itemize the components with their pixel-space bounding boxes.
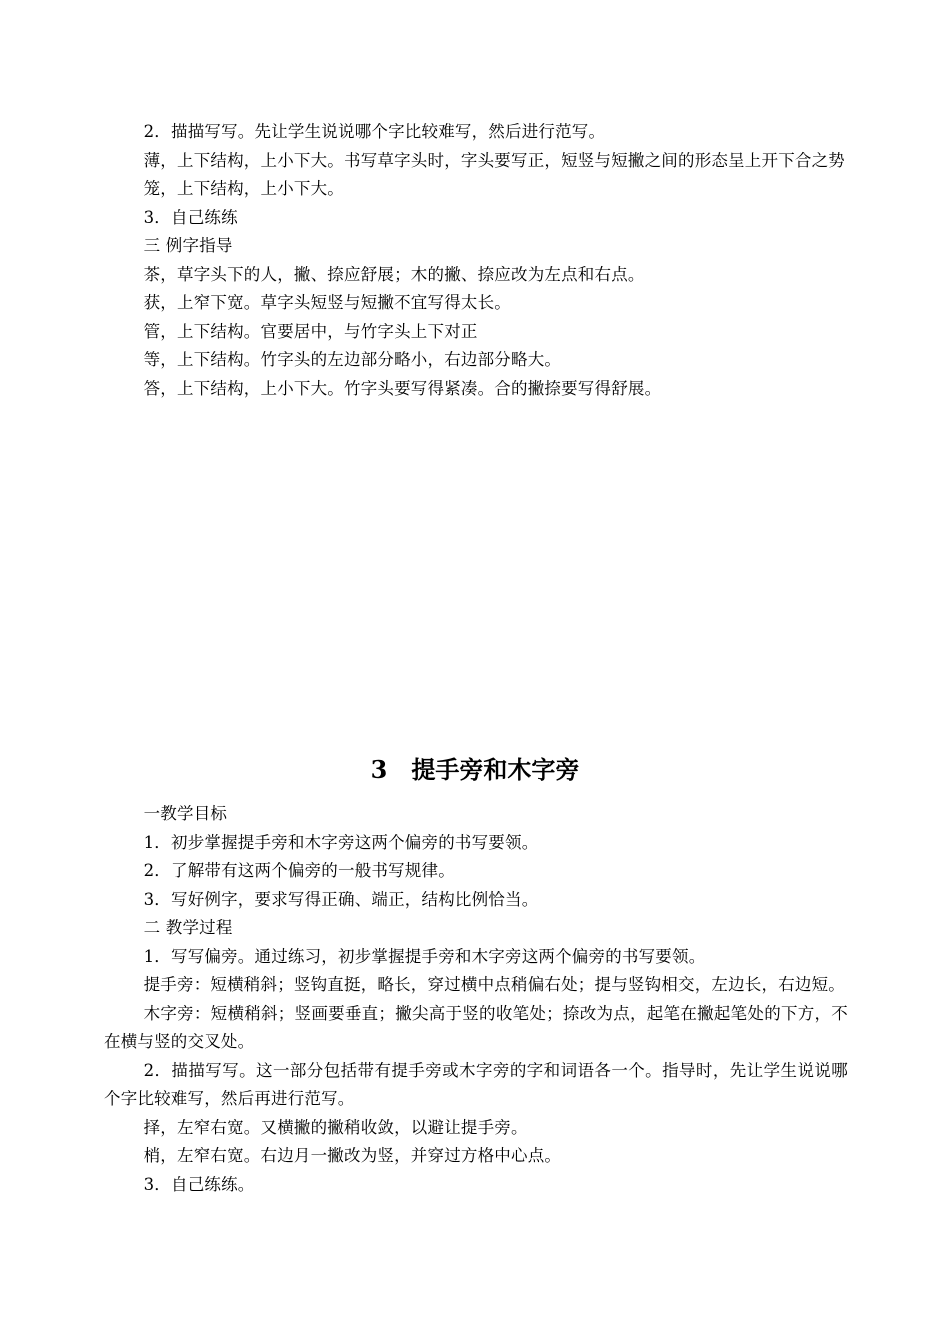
paragraph: 1．写写偏旁。通过练习，初步掌握提手旁和木字旁这两个偏旁的书写要领。 xyxy=(143,946,706,966)
paragraph: 2．描描写写。先让学生说说哪个字比较难写，然后进行范写。 xyxy=(143,122,606,141)
section-heading: 三 例字指导 xyxy=(143,236,233,255)
section-title: 3 提手旁和木字旁 xyxy=(370,755,580,784)
section-heading: 二 教学过程 xyxy=(143,918,233,937)
paragraph: 梢，左窄右宽。右边月一撇改为竖，并穿过方格中心点。 xyxy=(143,1146,562,1165)
paragraph: 2．描描写写。这一部分包括带有提手旁或木字旁的字和词语各一个。指导时，先让学生说说哪个字比较难写，然后再进行范写。 xyxy=(104,1060,848,1108)
paragraph: 3．写好例字，要求写得正确、端正，结构比例恰当。 xyxy=(143,889,539,909)
paragraph: 等，上下结构。竹字头的左边部分略小，右边部分略大。 xyxy=(143,350,562,369)
paragraph: 获，上窄下宽。草字头短竖与短撇不宜写得太长。 xyxy=(143,293,511,312)
bottom-text-block xyxy=(104,800,848,1199)
paragraph: 3．自己练练。 xyxy=(143,1174,255,1194)
paragraph: 1．初步掌握提手旁和木字旁这两个偏旁的书写要领。 xyxy=(143,832,539,852)
paragraph: 茶，草字头下的人，撇、捺应舒展；木的撇、捺应改为左点和右点。 xyxy=(143,264,645,284)
paragraph: 择，左窄右宽。又横撇的撇稍收敛，以避让提手旁。 xyxy=(143,1117,528,1137)
paragraph: 答，上下结构，上小下大。竹字头要写得紧凑。合的撇捺要写得舒展。 xyxy=(143,378,662,398)
paragraph: 3．自己练练 xyxy=(143,207,238,227)
paragraph: 薄，上下结构，上小下大。书写草字头时，字头要写正，短竖与短撇之间的形态呈上开下合之势 xyxy=(143,150,845,170)
paragraph: 木字旁：短横稍斜；竖画要垂直；撇尖高于竖的收笔处；捺改为点，起笔在撇起笔处的下方，不在横与竖的交叉处。 xyxy=(104,1003,848,1051)
paragraph: 2．了解带有这两个偏旁的一般书写规律。 xyxy=(143,861,455,880)
paragraph: 笼，上下结构，上小下大。 xyxy=(143,179,344,198)
top-text-block xyxy=(104,118,848,403)
section-heading: 一教学目标 xyxy=(143,804,228,823)
paragraph: 管，上下结构。官要居中，与竹字头上下对正 xyxy=(143,321,478,341)
paragraph: 提手旁：短横稍斜；竖钩直挺，略长，穿过横中点稍偏右处；提与竖钩相交，左边长，右边短。 xyxy=(143,975,845,994)
